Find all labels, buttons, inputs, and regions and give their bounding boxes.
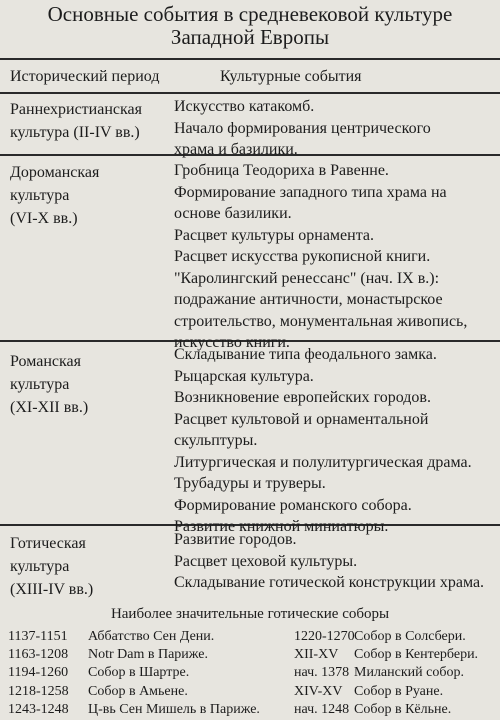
- event-line: Расцвет культовой и орнаментальной: [174, 410, 429, 428]
- section-romanesque: [0, 342, 500, 535]
- section-gothic: [0, 526, 500, 604]
- event-line: Литургическая и полулитургическая драма.: [174, 453, 472, 471]
- cathedral-row: [8, 664, 260, 682]
- cathedral-name: Собор в Кентербери.: [354, 647, 479, 663]
- period-cell: [10, 532, 93, 601]
- period-cell: [10, 98, 142, 144]
- period-line: Раннехристианская: [10, 101, 142, 118]
- event-line: Трубадуры и труверы.: [174, 475, 326, 492]
- cathedral-name: Миланский собор.: [354, 665, 464, 681]
- events-cell: [174, 344, 472, 538]
- cathedral-years: 1243-1248: [8, 701, 69, 717]
- event-line: строительство, монументальная живопись,: [174, 312, 468, 330]
- cathedral-years: XII-XV: [294, 647, 339, 663]
- period-line: Готическая: [10, 535, 86, 552]
- event-line: Гробница Теодориха в Равенне.: [174, 162, 389, 179]
- event-line: Расцвет культуры орнамента.: [174, 226, 375, 244]
- event-line: Рыцарская культура.: [174, 367, 314, 385]
- header-period: Исторический период: [10, 68, 160, 85]
- event-line: Развитие книжной миниатюры.: [174, 518, 389, 535]
- event-line: "Каролингский ренессанс" (нач. IX в.):: [174, 269, 440, 287]
- cathedral-years: 1218-1258: [8, 683, 69, 699]
- period-line: (VI-X вв.): [10, 210, 78, 227]
- cathedral-row: [8, 683, 260, 701]
- cathedral-name: Аббатство Сен Дени.: [88, 629, 215, 644]
- cathedral-row: [294, 646, 478, 664]
- event-line: подражание античности, монастырское: [174, 291, 443, 308]
- cathedral-row: [8, 701, 260, 719]
- cathedral-row: [8, 646, 260, 664]
- period-line: (XI-XII вв.): [10, 399, 89, 416]
- event-line: Возникновение европейских городов.: [174, 389, 431, 406]
- event-line: основе базилики.: [174, 205, 292, 222]
- period-line: культура: [10, 376, 70, 393]
- section-pre-romanesque: [0, 156, 500, 351]
- period-line: Романская: [10, 353, 81, 370]
- section-early-christian: [0, 94, 500, 156]
- period-line: Дороманская: [10, 164, 100, 181]
- event-line: храма и базилики.: [174, 141, 298, 158]
- header-events: Культурные события: [220, 68, 362, 85]
- event-line: скульптуры.: [174, 432, 258, 449]
- event-line: Складывание типа феодального замка.: [174, 346, 437, 363]
- table-header: [0, 58, 500, 94]
- period-cell: [10, 161, 99, 230]
- period-line: (XIII-IV вв.): [10, 581, 94, 598]
- cathedral-years: 1137-1151: [8, 629, 68, 644]
- cathedral-name: Notr Dam в Париже.: [88, 647, 209, 663]
- cathedral-years: 1163-1208: [8, 647, 69, 663]
- events-cell: [174, 96, 431, 161]
- event-line: Формирование романского собора.: [174, 496, 412, 514]
- event-line: Начало формирования центрического: [174, 119, 431, 137]
- cathedral-name: Собор в Амьене.: [88, 683, 188, 699]
- cathedral-row: [8, 628, 260, 646]
- event-line: Развитие городов.: [174, 531, 297, 548]
- event-line: Расцвет цеховой культуры.: [174, 552, 358, 570]
- cathedrals-left-list: [8, 628, 260, 719]
- period-cell: [10, 350, 88, 419]
- event-line: Искусство катакомб.: [174, 98, 315, 115]
- cathedral-years: 1194-1260: [8, 665, 69, 681]
- period-line: культура (II-IV вв.): [10, 124, 140, 141]
- cathedral-name: Собор в Руане.: [354, 683, 444, 699]
- cathedrals-title: Наиболее значительные готические соборы: [110, 606, 390, 622]
- cathedral-years: 1220-1270: [294, 629, 355, 644]
- event-line: Расцвет искусства рукописной книги.: [174, 248, 431, 265]
- events-cell: [174, 160, 467, 354]
- cathedrals-right-list: [294, 628, 478, 719]
- event-line: искусство книги.: [174, 334, 290, 351]
- period-line: культура: [10, 558, 70, 575]
- title-line-1: Основные события в средневековой культуре: [47, 2, 453, 26]
- cathedral-years: нач. 1378: [294, 665, 350, 681]
- cathedral-row: [294, 628, 478, 646]
- cathedral-row: [294, 701, 478, 719]
- event-line: Складывание готической конструкции храма.: [174, 574, 485, 591]
- cathedral-name: Собор в Шартре.: [88, 665, 190, 681]
- event-line: Формирование западного типа храма на: [174, 183, 447, 201]
- period-line: культура: [10, 187, 70, 204]
- cathedral-years: нач. 1248: [294, 701, 350, 717]
- cathedral-name: Собор в Кёльне.: [354, 701, 452, 717]
- title-line-2: Западной Европы: [170, 25, 330, 49]
- cathedral-row: [294, 664, 478, 682]
- page-title: [0, 0, 500, 49]
- events-cell: [174, 529, 484, 594]
- cathedral-years: XIV-XV: [294, 683, 343, 699]
- cathedral-name: Ц-вь Сен Мишель в Париже.: [88, 701, 260, 717]
- cathedral-name: Собор в Солсбери.: [354, 629, 466, 644]
- cathedral-row: [294, 683, 478, 701]
